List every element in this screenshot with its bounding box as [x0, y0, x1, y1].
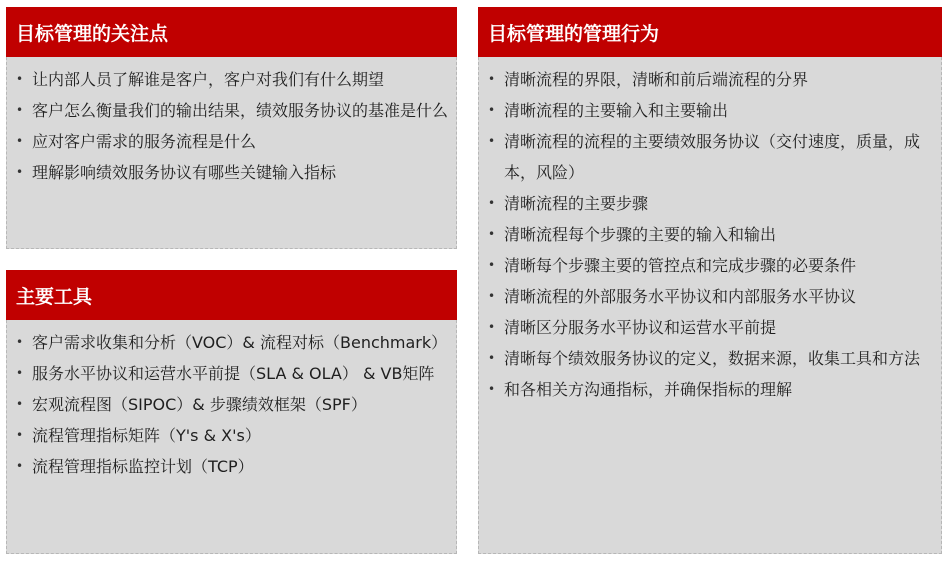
list-item: • 清晰流程的主要输入和主要输出 [479, 95, 937, 126]
list-item: • 流程管理指标监控计划（TCP） [7, 451, 456, 482]
list-item: • 清晰流程的主要步骤 [479, 188, 937, 219]
list-item: • 清晰流程的流程的主要绩效服务协议（交付速度，质量，成本，风险） [479, 126, 937, 188]
list-item: • 清晰流程每个步骤的主要的输入和输出 [479, 219, 937, 250]
list-item: • 流程管理指标矩阵（Y's & X's） [7, 420, 456, 451]
tools-panel [6, 270, 457, 554]
list-item: • 理解影响绩效服务协议有哪些关键输入指标 [7, 157, 456, 188]
list-item: • 清晰流程的外部服务水平协议和内部服务水平协议 [479, 281, 937, 312]
list-item: • 清晰每个绩效服务协议的定义，数据来源，收集工具和方法 [479, 343, 937, 374]
behaviors-panel [478, 7, 942, 554]
focus-panel [6, 7, 457, 249]
behaviors-list [479, 64, 937, 405]
list-item: • 清晰每个步骤主要的管控点和完成步骤的必要条件 [479, 250, 937, 281]
tools-list [7, 327, 456, 482]
list-item: • 和各相关方沟通指标，并确保指标的理解 [479, 374, 937, 405]
tools-panel-body [6, 320, 457, 554]
list-item: • 客户需求收集和分析（VOC）& 流程对标（Benchmark） [7, 327, 456, 358]
behaviors-panel-body [478, 57, 942, 554]
list-item: • 服务水平协议和运营水平前提（SLA & OLA） & VB矩阵 [7, 358, 456, 389]
list-item: • 清晰流程的界限，清晰和前后端流程的分界 [479, 64, 937, 95]
list-item: • 宏观流程图（SIPOC）& 步骤绩效框架（SPF） [7, 389, 456, 420]
list-item: • 客户怎么衡量我们的输出结果，绩效服务协议的基准是什么 [7, 95, 456, 126]
focus-panel-body [6, 57, 457, 249]
list-item: • 清晰区分服务水平协议和运营水平前提 [479, 312, 937, 343]
behaviors-panel-title: 目标管理的管理行为 [478, 7, 942, 57]
focus-list [7, 64, 456, 188]
tools-panel-title: 主要工具 [6, 270, 457, 320]
focus-panel-title: 目标管理的关注点 [6, 7, 457, 57]
list-item: • 让内部人员了解谁是客户，客户对我们有什么期望 [7, 64, 456, 95]
list-item: • 应对客户需求的服务流程是什么 [7, 126, 456, 157]
